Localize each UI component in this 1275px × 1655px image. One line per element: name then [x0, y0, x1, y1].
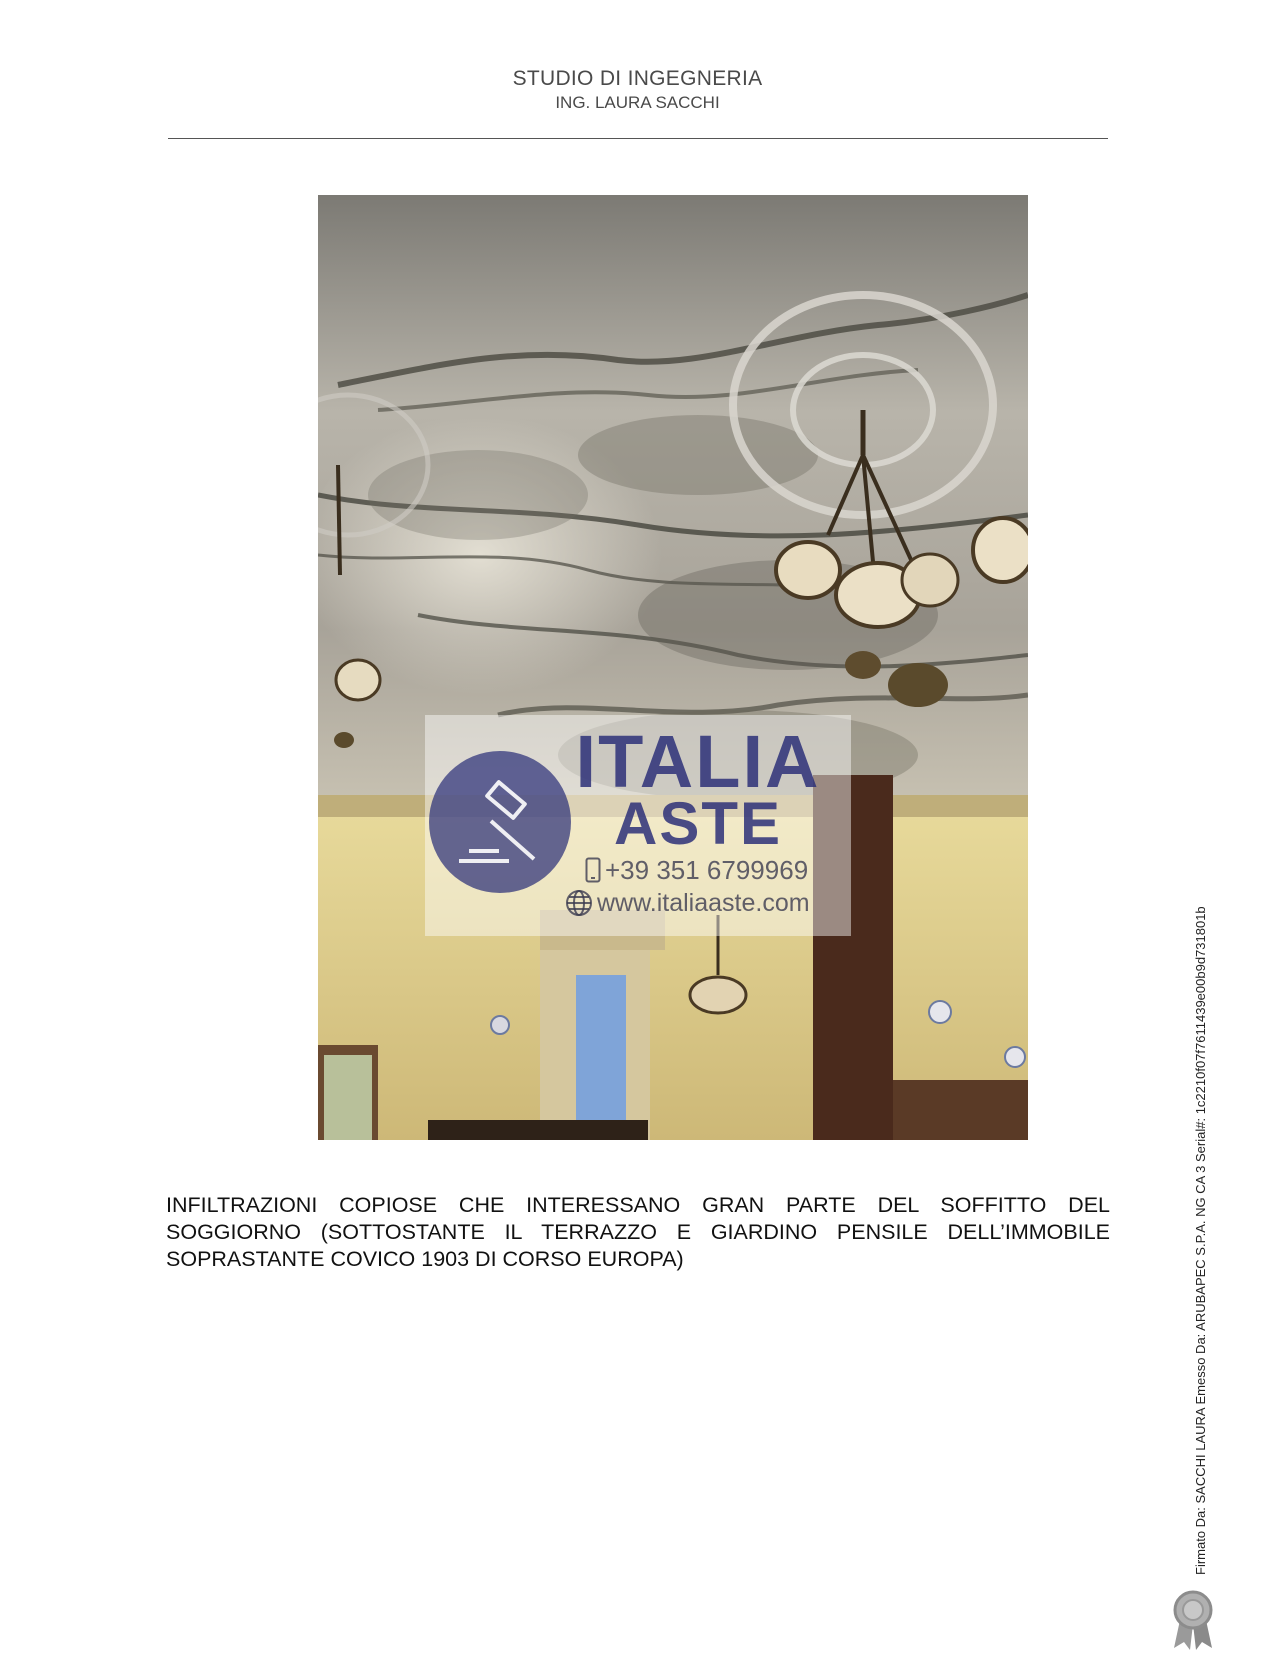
header-divider: [168, 138, 1108, 139]
phone-icon: [585, 857, 601, 883]
ceiling-photo: [318, 195, 1028, 1140]
ceiling-photo-drawing: [318, 195, 1028, 1140]
digital-signature-text: Firmato Da: SACCHI LAURA Emesso Da: ARUBAPEC S.P.A. NG CA 3 Serial#: 1c2210f07f7611439e00b9d731801b: [1193, 906, 1208, 1575]
phone-number: +39 351 6799969: [605, 854, 809, 885]
studio-title: STUDIO DI INGEGNERIA: [512, 67, 763, 90]
gavel-icon: [429, 751, 571, 893]
letterhead: [0, 66, 1275, 114]
watermark-website: [565, 887, 810, 919]
italia-aste-watermark: [425, 715, 851, 936]
engineer-name: ING. LAURA SACCHI: [555, 93, 720, 112]
rosette-seal-icon: [1168, 1590, 1218, 1650]
website-url: www.italiaaste.com: [597, 888, 810, 917]
watermark-phone: [585, 855, 808, 885]
photo-caption: INFILTRAZIONI COPIOSE CHE INTERESSANO GRAN PARTE DEL SOFFITTO DEL SOGGIORNO (SOTTOSTANTE IL TERRAZZO E GIARDINO PENSILE DELL’IMMOBILE SOPRASTANTE COVICO 1903 DI CORSO EUROPA): [166, 1193, 1110, 1271]
brand-line-2: ASTE: [613, 790, 783, 857]
globe-icon: [565, 889, 593, 917]
brand-line-1: ITALIA: [575, 720, 821, 803]
